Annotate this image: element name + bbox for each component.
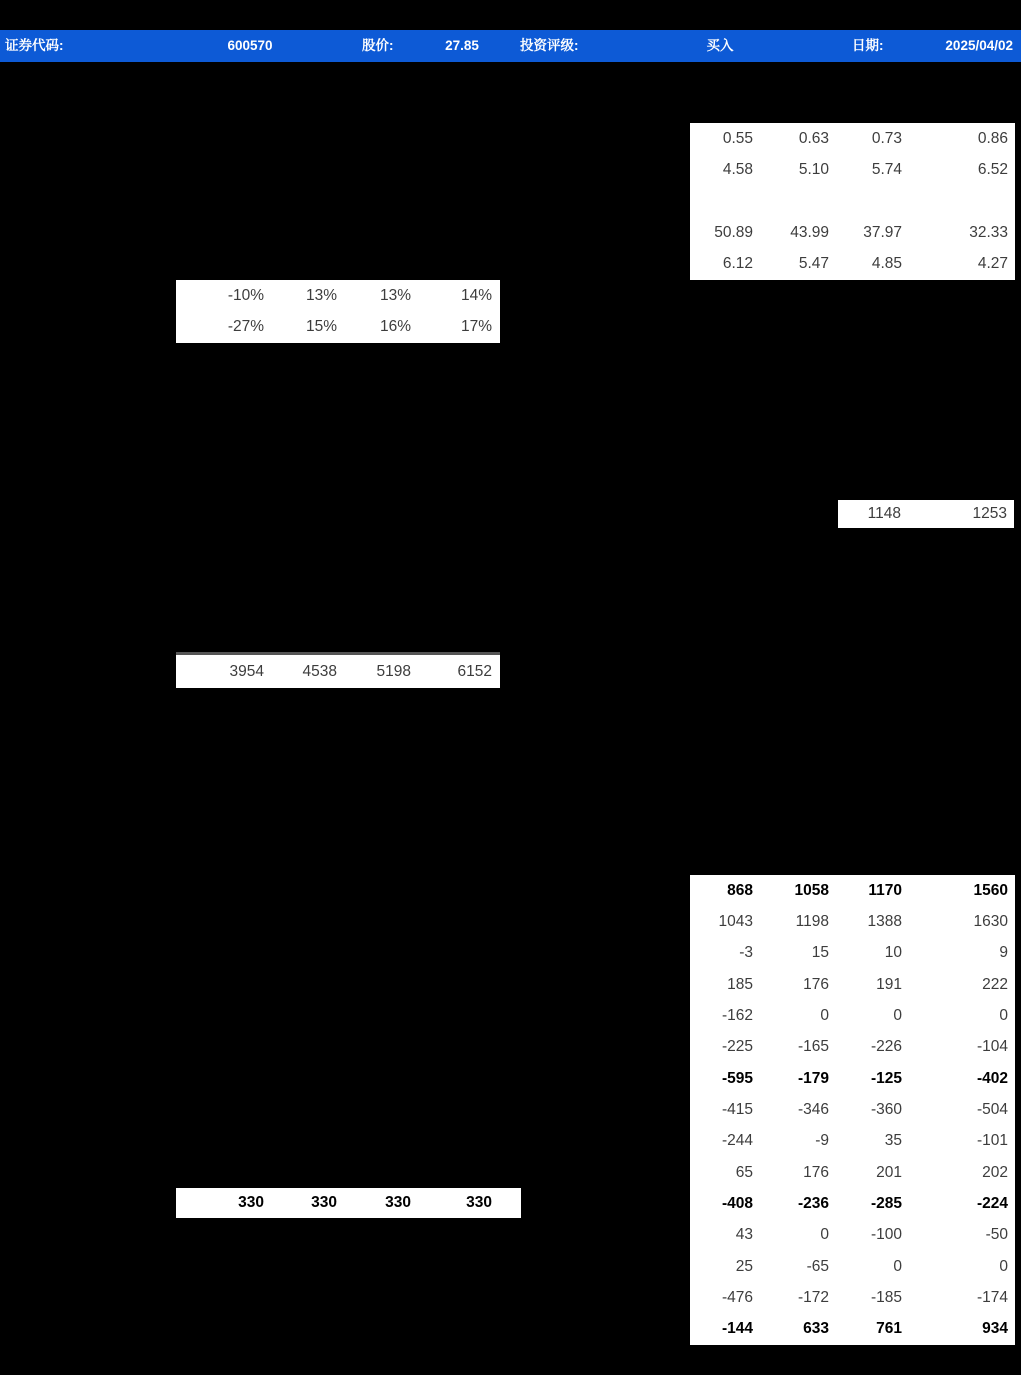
cell: 35	[884, 1132, 902, 1150]
cell: -174	[976, 1288, 1008, 1306]
cell: -172	[797, 1288, 829, 1306]
cell: 4538	[302, 662, 337, 680]
table-row	[690, 1282, 1015, 1313]
cell: -244	[721, 1132, 753, 1150]
table-row	[690, 1032, 1015, 1063]
table-row	[690, 1157, 1015, 1188]
cell: 15	[811, 944, 829, 962]
cell: 5.10	[798, 161, 829, 179]
cell: 761	[876, 1320, 902, 1338]
cell: -3	[739, 944, 753, 962]
cell: 0	[999, 1257, 1008, 1275]
cell: 16%	[379, 318, 411, 336]
cell: 13%	[305, 286, 337, 304]
cell: -360	[870, 1100, 902, 1118]
cell: -101	[976, 1132, 1008, 1150]
cell: -504	[976, 1100, 1008, 1118]
cell: 43	[735, 1226, 753, 1244]
growth-table	[176, 280, 500, 343]
cell: -27%	[227, 318, 264, 336]
table-row	[176, 1188, 521, 1218]
cell: 330	[311, 1194, 337, 1211]
cell: 5198	[376, 662, 411, 680]
cashflow-table	[690, 875, 1015, 1345]
cell: 0	[893, 1257, 902, 1275]
cell: 0.73	[871, 129, 902, 147]
table-row	[690, 186, 1015, 217]
stock-price-value: 27.85	[445, 38, 479, 53]
cell: 1043	[718, 912, 753, 930]
cell: -346	[797, 1100, 829, 1118]
table-row	[690, 249, 1015, 280]
cell: 50.89	[714, 223, 753, 241]
cell: 1630	[973, 912, 1008, 930]
cell: 37.97	[863, 223, 902, 241]
table-row	[690, 123, 1015, 154]
cell: 1388	[867, 912, 902, 930]
stock-header-bar	[0, 30, 1021, 62]
cell: 6152	[457, 662, 492, 680]
cell: 0.86	[977, 129, 1008, 147]
table-row	[690, 1188, 1015, 1219]
cell: 0	[999, 1006, 1008, 1024]
cell: 14%	[460, 286, 492, 304]
stock-price-label: 股价:	[362, 38, 394, 53]
cell: 5.47	[798, 255, 829, 273]
capital-strip	[176, 1188, 521, 1218]
cell: 0	[820, 1006, 829, 1024]
cell: -9	[815, 1132, 829, 1150]
date-label: 日期:	[852, 38, 884, 53]
cell: 633	[803, 1320, 829, 1338]
stock-code-label: 证券代码:	[5, 38, 64, 53]
cell: 4.58	[722, 161, 753, 179]
cell: 330	[466, 1194, 492, 1211]
cell: 0.55	[722, 129, 753, 147]
cell: -476	[721, 1288, 753, 1306]
cell: -408	[721, 1194, 753, 1212]
cell: 17%	[460, 318, 492, 336]
cell: 13%	[379, 286, 411, 304]
cell: 25	[735, 1257, 753, 1275]
cell: 1148	[867, 505, 901, 522]
cell: 176	[803, 1163, 829, 1181]
cell: 176	[803, 975, 829, 993]
cell: 868	[727, 881, 753, 899]
table-row	[690, 1251, 1015, 1282]
rating-value: 买入	[706, 38, 734, 53]
cell: 0	[820, 1226, 829, 1244]
cell: -125	[870, 1069, 902, 1087]
valuation-table	[690, 123, 1015, 280]
table-row	[690, 1126, 1015, 1157]
cell: -100	[870, 1226, 902, 1244]
table-row	[838, 500, 1014, 528]
cell: 6.12	[722, 255, 753, 273]
cell: 330	[385, 1194, 411, 1211]
pair-strip	[838, 500, 1014, 528]
cell: 10	[884, 944, 902, 962]
cell: -185	[870, 1288, 902, 1306]
cell: 3954	[229, 662, 264, 680]
table-row	[690, 875, 1015, 906]
cell: 9	[999, 944, 1008, 962]
cell: -226	[870, 1038, 902, 1056]
table-row	[690, 1000, 1015, 1031]
revenue-strip	[176, 652, 500, 688]
table-row	[690, 938, 1015, 969]
cell: -415	[721, 1100, 753, 1118]
cell: 32.33	[969, 223, 1008, 241]
table-row	[176, 655, 500, 688]
cell: -165	[797, 1038, 829, 1056]
cell: 6.52	[977, 161, 1008, 179]
table-row	[690, 1063, 1015, 1094]
cell: 191	[876, 975, 902, 993]
cell: -236	[797, 1194, 829, 1212]
cell: -595	[721, 1069, 753, 1087]
cell: 65	[735, 1163, 753, 1181]
cell: 330	[238, 1194, 264, 1211]
cell: -162	[721, 1006, 753, 1024]
cell: -144	[721, 1320, 753, 1338]
cell: 1253	[972, 505, 1007, 522]
cell: -225	[721, 1038, 753, 1056]
cell: -285	[870, 1194, 902, 1212]
cell: -50	[985, 1226, 1008, 1244]
table-row	[690, 1220, 1015, 1251]
cell: -224	[976, 1194, 1008, 1212]
cell: 0	[893, 1006, 902, 1024]
rating-label: 投资评级:	[520, 38, 579, 53]
cell: -10%	[227, 286, 264, 304]
cell: -179	[797, 1069, 829, 1087]
table-row	[690, 217, 1015, 248]
cell: 201	[876, 1163, 902, 1181]
cell: 43.99	[790, 223, 829, 241]
cell: 222	[982, 975, 1008, 993]
date-value: 2025/04/02	[945, 38, 1013, 53]
table-row	[690, 969, 1015, 1000]
cell: 1198	[795, 912, 829, 930]
cell: 4.27	[977, 255, 1008, 273]
cell: -65	[806, 1257, 829, 1275]
cell: -402	[976, 1069, 1008, 1087]
stock-code-value: 600570	[227, 38, 273, 53]
cell: 4.85	[871, 255, 902, 273]
cell: -104	[976, 1038, 1008, 1056]
cell: 5.74	[871, 161, 902, 179]
cell: 185	[727, 975, 753, 993]
cell: 202	[982, 1163, 1008, 1181]
cell: 15%	[305, 318, 337, 336]
cell: 934	[982, 1320, 1008, 1338]
cell: 1170	[868, 881, 902, 899]
table-row	[176, 280, 500, 312]
table-row	[690, 154, 1015, 185]
cell: 0.63	[798, 129, 829, 147]
table-row	[690, 1094, 1015, 1125]
table-row	[176, 312, 500, 344]
cell: 1058	[794, 881, 829, 899]
table-row	[690, 1314, 1015, 1345]
table-row	[690, 906, 1015, 937]
cell: 1560	[973, 881, 1008, 899]
